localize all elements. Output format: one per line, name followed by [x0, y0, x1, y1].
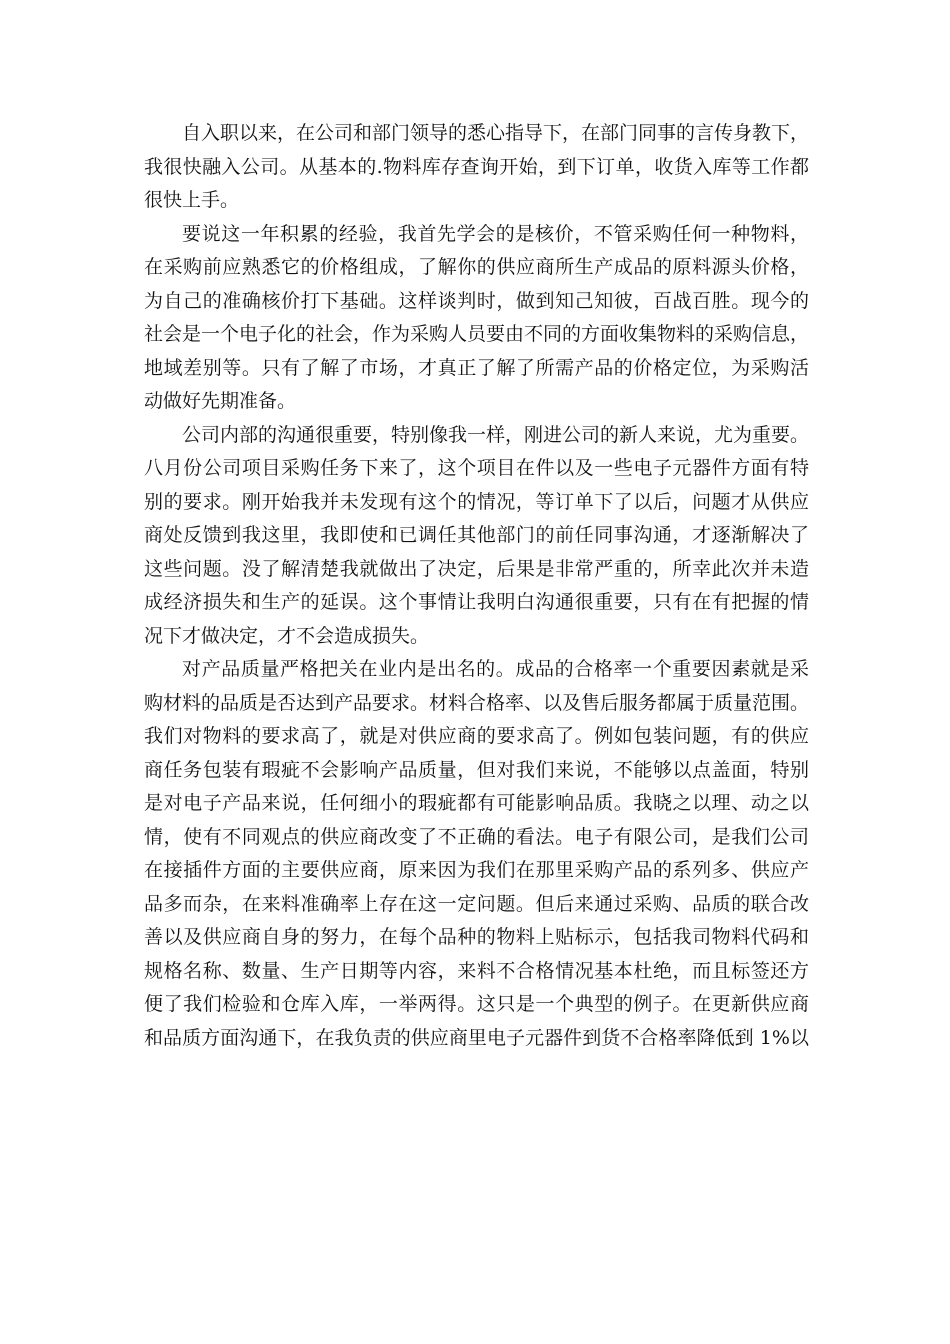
text-line: 社会是一个电子化的社会，作为采购人员要由不同的方面收集物料的采购信息， [144, 323, 810, 345]
text-line: 很快上手。 [144, 189, 240, 211]
text-line: 是对电子产品来说，任何细小的瑕疵都有可能影响品质。我晓之以理、动之以 [144, 792, 809, 814]
paragraph [144, 419, 809, 654]
text-line: 公司内部的沟通很重要，特别像我一样，刚进公司的新人来说，尤为重要。 [182, 423, 810, 446]
paragraph [144, 653, 809, 1055]
text-line: 自入职以来，在公司和部门领导的悉心指导下，在部门同事的言传身教下， [182, 122, 810, 144]
text-line: 这些问题。没了解清楚我就做出了决定，后果是非常严重的，所幸此次并未造 [144, 557, 809, 580]
text-line: 况下才做决定，才不会造成损失。 [144, 624, 430, 647]
paragraph [144, 218, 809, 419]
document-body [144, 117, 809, 1055]
text-line: 别的要求。刚开始我并未发现有这个的情况，等订单下了以后，问题才从供应 [144, 490, 809, 513]
text-line: 商任务包装有瑕疵不会影响产品质量，但对我们来说，不能够以点盖面，特别 [144, 758, 809, 781]
text-line: 在接插件方面的主要供应商，原来因为我们在那里采购产品的系列多、供应产 [144, 859, 809, 881]
text-line: 我很快融入公司。从基本的.物料库存查询开始，到下订单，收货入库等工作都 [144, 155, 809, 178]
text-line: 购材料的品质是否达到产品要求。材料合格率、以及售后服务都属于质量范围。 [144, 691, 810, 714]
text-line: 地域差别等。只有了解了市场，才真正了解了所需产品的价格定位，为采购活 [144, 356, 809, 379]
text-line: 善以及供应商自身的努力，在每个品种的物料上贴标示，包括我司物料代码和 [144, 926, 809, 948]
text-line: 对产品质量严格把关在业内是出名的。成品的合格率一个重要因素就是采 [182, 658, 809, 680]
text-line: 商处反馈到我这里，我即使和已调任其他部门的前任同事沟通，才逐渐解决了 [144, 524, 809, 546]
text-line: 规格名称、数量、生产日期等内容，来料不合格情况基本杜绝，而且标签还方 [144, 959, 809, 982]
text-line: 我们对物料的要求高了，就是对供应商的要求高了。例如包装问题，有的供应 [144, 725, 809, 747]
text-line: 便了我们检验和仓库入库，一举两得。这只是一个典型的例子。在更新供应商 [144, 993, 809, 1015]
text-line: 为自己的准确核价打下基础。这样谈判时，做到知己知彼，百战百胜。现今的 [144, 289, 809, 312]
text-line: 八月份公司项目采购任务下来了，这个项目在件以及一些电子元器件方面有特 [144, 457, 809, 479]
text-line: 要说这一年积累的经验，我首先学会的是核价，不管采购任何一种物料， [182, 222, 809, 245]
text-line: 情，使有不同观点的供应商改变了不正确的看法。电子有限公司，是我们公司 [144, 825, 809, 848]
text-line: 动做好先期准备。 [144, 390, 297, 412]
text-line: 和品质方面沟通下，在我负责的供应商里电子元器件到货不合格率降低到 1%以 [144, 1026, 809, 1049]
text-line: 在采购前应熟悉它的价格组成，了解你的供应商所生产成品的原料源头价格， [144, 256, 809, 278]
text-line: 品多而杂，在来料准确率上存在这一定问题。但后来通过采购、品质的联合改 [144, 892, 809, 915]
paragraph [144, 117, 809, 218]
text-line: 成经济损失和生产的延误。这个事情让我明白沟通很重要，只有在有把握的情 [144, 591, 809, 613]
